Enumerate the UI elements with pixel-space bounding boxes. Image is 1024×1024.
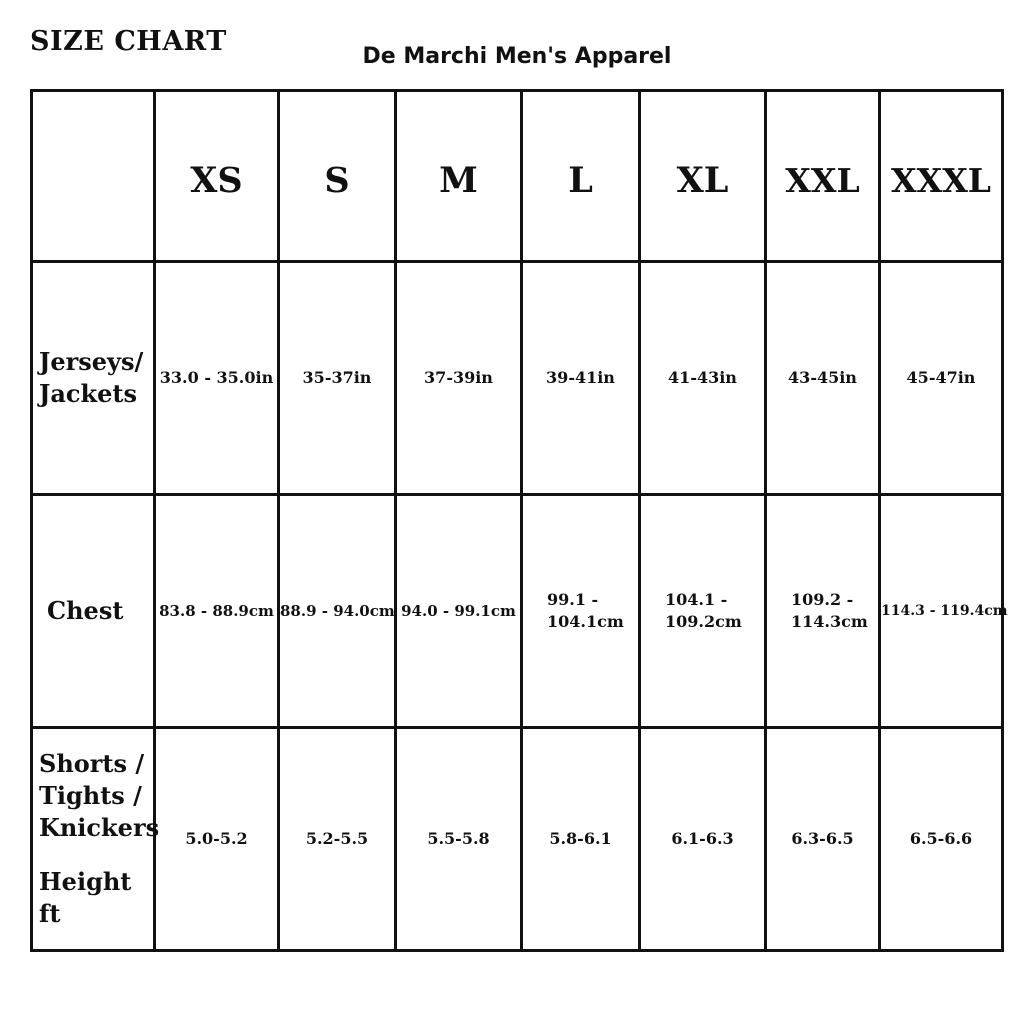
cell-chest-xxxl: 114.3 - 119.4cm	[880, 495, 1003, 728]
row-label-shorts-text: Shorts / Tights / Knickers	[39, 749, 160, 842]
cell-jerseys-xxl: 43-45in	[766, 262, 880, 495]
cell-chest-s: 88.9 - 94.0cm	[279, 495, 396, 728]
cell-chest-xl: 104.1 - 109.2cm	[640, 495, 766, 728]
cell-shorts-m: 5.5-5.8	[396, 728, 522, 951]
table-row	[32, 728, 1003, 951]
cell-chest-xxl: 109.2 - 114.3cm	[766, 495, 880, 728]
row-label-chest: Chest	[32, 495, 155, 728]
corner-cell	[32, 91, 155, 262]
size-header-xxxl: XXXL	[880, 91, 1003, 262]
header-row	[32, 91, 1003, 262]
cell-chest-m: 94.0 - 99.1cm	[396, 495, 522, 728]
cell-shorts-xl: 6.1-6.3	[640, 728, 766, 951]
size-header-xxl: XXL	[766, 91, 880, 262]
cell-shorts-s: 5.2-5.5	[279, 728, 396, 951]
cell-jerseys-s: 35-37in	[279, 262, 396, 495]
page-title: SIZE CHART	[30, 26, 227, 57]
cell-jerseys-xs: 33.0 - 35.0in	[155, 262, 279, 495]
cell-jerseys-m: 37-39in	[396, 262, 522, 495]
size-header-xl: XL	[640, 91, 766, 262]
page-subtitle: De Marchi Men's Apparel	[362, 44, 672, 69]
size-header-m: M	[396, 91, 522, 262]
size-header-s: S	[279, 91, 396, 262]
cell-shorts-xxl: 6.3-6.5	[766, 728, 880, 951]
cell-jerseys-xl: 41-43in	[640, 262, 766, 495]
cell-shorts-l: 5.8-6.1	[522, 728, 640, 951]
cell-chest-xs: 83.8 - 88.9cm	[155, 495, 279, 728]
cell-jerseys-l: 39-41in	[522, 262, 640, 495]
size-header-l: L	[522, 91, 640, 262]
cell-jerseys-xxxl: 45-47in	[880, 262, 1003, 495]
cell-chest-l: 99.1 - 104.1cm	[522, 495, 640, 728]
table-row	[32, 262, 1003, 495]
size-header-xs: XS	[155, 91, 279, 262]
row-label-shorts	[32, 728, 160, 951]
cell-shorts-xs: 5.0-5.2	[155, 728, 279, 951]
row-label-jerseys: Jerseys/ Jackets	[32, 262, 155, 495]
table-row	[32, 495, 1003, 728]
row-sublabel-height: Height ft	[39, 867, 132, 928]
cell-shorts-xxxl: 6.5-6.6	[880, 728, 1003, 951]
size-chart-table	[30, 89, 1008, 952]
